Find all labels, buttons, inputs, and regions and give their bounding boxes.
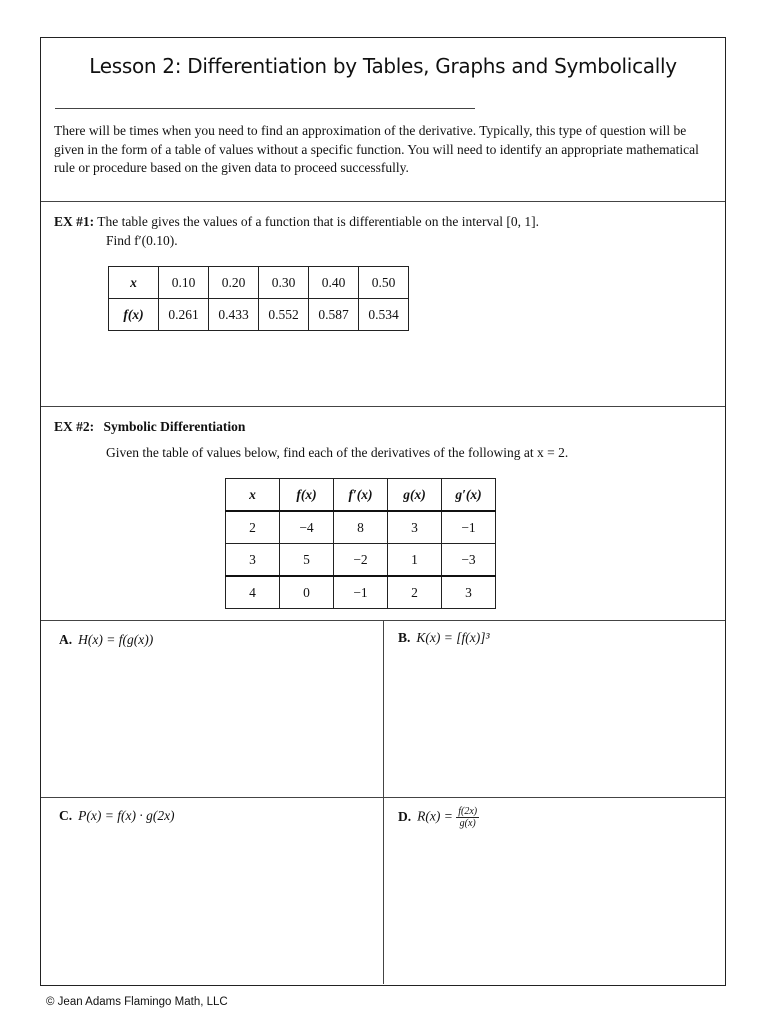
divider-ex2 xyxy=(41,406,725,407)
table-row xyxy=(226,576,496,609)
part-b-label: B. xyxy=(398,630,411,645)
ex1-x-cell: 0.40 xyxy=(309,267,359,299)
ex1-prompt xyxy=(54,212,704,250)
ex2-header-cell: f(x) xyxy=(280,479,334,512)
ex2-header-cell: g′(x) xyxy=(442,479,496,512)
ex1-fx-cell: 0.587 xyxy=(309,299,359,331)
ex1-header-x: x xyxy=(109,267,159,299)
ex1-fx-cell: 0.552 xyxy=(259,299,309,331)
ex2-cell: −4 xyxy=(280,511,334,544)
ex2-label: EX #2: xyxy=(54,419,95,434)
ex2-cell: 3 xyxy=(442,576,496,609)
part-d-denominator: g(x) xyxy=(459,818,476,829)
ex2-cell: −1 xyxy=(334,576,388,609)
divider-ex1 xyxy=(41,201,725,202)
ex2-instructions xyxy=(54,443,674,462)
divider-vertical xyxy=(383,620,384,984)
part-a xyxy=(59,632,153,648)
table-row xyxy=(109,299,409,331)
ex1-text: The table gives the values of a function that is differentiable on the interval [0, 1]. xyxy=(97,214,539,229)
ex2-cell: 5 xyxy=(280,544,334,577)
ex2-cell: 1 xyxy=(388,544,442,577)
ex1-fx-cell: 0.534 xyxy=(359,299,409,331)
ex2-heading: Symbolic Differentiation xyxy=(103,419,246,434)
ex2-cell: 8 xyxy=(334,511,388,544)
ex2-cell: 4 xyxy=(226,576,280,609)
table-row xyxy=(109,267,409,299)
ex2-table xyxy=(225,478,496,609)
table-row xyxy=(226,544,496,577)
part-c xyxy=(59,808,175,824)
part-a-label: A. xyxy=(59,632,73,647)
part-b xyxy=(398,630,490,646)
part-d xyxy=(398,806,479,829)
ex2-cell: −1 xyxy=(442,511,496,544)
part-c-expr: P(x) = f(x) · g(2x) xyxy=(78,808,175,823)
ex1-label: EX #1: xyxy=(54,214,95,229)
part-d-numerator: f(2x) xyxy=(458,806,478,817)
title-underline xyxy=(55,108,475,109)
ex1-table xyxy=(108,266,409,331)
ex2-prompt xyxy=(54,417,704,436)
ex2-header-cell: f′(x) xyxy=(334,479,388,512)
table-row xyxy=(226,479,496,512)
ex2-header-cell: x xyxy=(226,479,280,512)
part-c-label: C. xyxy=(59,808,73,823)
intro-paragraph: There will be times when you need to find an approximation of the derivative. Typically, this type of question will be given in the form of a table of values without a specific function. You will need to identify an appropriate mathematical rule or procedure based on the given data to proceed successfully. xyxy=(54,123,699,175)
ex1-fx-cell: 0.433 xyxy=(209,299,259,331)
ex2-cell: 2 xyxy=(388,576,442,609)
ex1-header-fx: f(x) xyxy=(109,299,159,331)
ex2-cell: 3 xyxy=(388,511,442,544)
ex2-cell: 0 xyxy=(280,576,334,609)
ex2-text: Given the table of values below, find each of the derivatives of the following at x = 2. xyxy=(106,445,569,460)
ex2-cell: −2 xyxy=(334,544,388,577)
part-a-expr: H(x) = f(g(x)) xyxy=(78,632,154,647)
ex1-x-cell: 0.30 xyxy=(259,267,309,299)
ex1-x-cell: 0.50 xyxy=(359,267,409,299)
worksheet-frame xyxy=(40,37,726,986)
ex2-cell: 3 xyxy=(226,544,280,577)
part-d-fraction xyxy=(456,806,479,829)
part-b-expr: K(x) = [f(x)]³ xyxy=(416,630,490,645)
table-row xyxy=(226,511,496,544)
part-d-expr: R(x) = xyxy=(417,808,457,824)
part-d-label: D. xyxy=(398,808,412,824)
copyright-footer: © Jean Adams Flamingo Math, LLC xyxy=(46,996,228,1008)
ex1-fx-cell: 0.261 xyxy=(159,299,209,331)
ex2-header-cell: g(x) xyxy=(388,479,442,512)
ex2-cell: −3 xyxy=(442,544,496,577)
ex2-cell: 2 xyxy=(226,511,280,544)
ex1-x-cell: 0.10 xyxy=(159,267,209,299)
ex1-x-cell: 0.20 xyxy=(209,267,259,299)
ex1-find: Find f′(0.10). xyxy=(106,233,178,248)
lesson-title: Lesson 2: Differentiation by Tables, Graphs and Symbolically xyxy=(89,54,677,78)
